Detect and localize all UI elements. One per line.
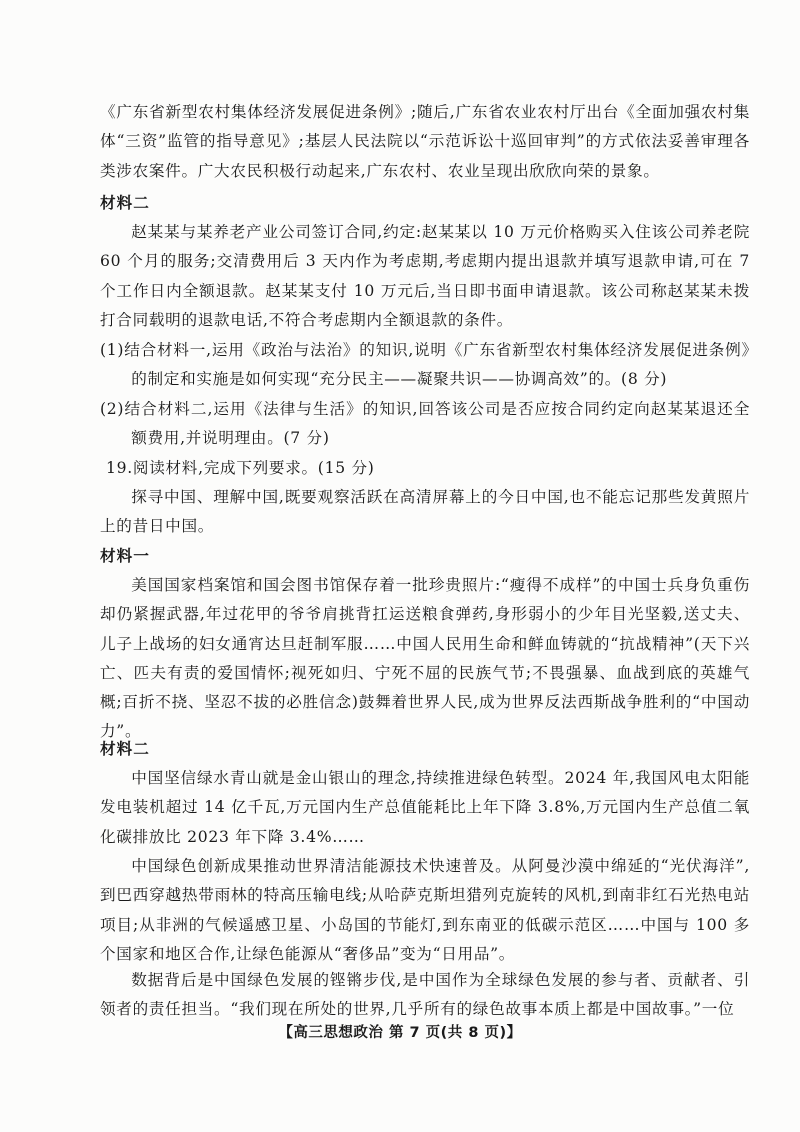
sub-question: (1)结合材料一,运用《政治与法治》的知识,说明《广东省新型农村集体经济发展促进条例》的制定和实施是如何实现“充分民主——凝聚共识——协调高效”的。(8 分) bbox=[100, 341, 750, 389]
paragraph: 赵某某与某养老产业公司签订合同,约定:赵某某以 10 万元价格购买入住该公司养老院 60 个月的服务;交清费用后 3 天内作为考虑期,考虑期内提出退款并填写退款申请,可在 7 个工作日内全额退款。赵某某支付 10 万元后,当日即书面申请退款。该公司称赵某某未拨打合同载明的退款电话,不符合考虑期内全额退款的条件。 bbox=[100, 223, 750, 329]
section-heading: 材料二 bbox=[100, 194, 150, 212]
question-1-block bbox=[100, 336, 750, 395]
paragraph: 中国绿色创新成果推动世界清洁能源技术快速普及。从阿曼沙漠中绵延的“光伏海洋”,到巴西穿越热带雨林的特高压输电线;从哈萨克斯坦猎列克旋转的风机,到南非红石光热电站项目;从非洲的气候遥感卫星、小岛国的节能灯,到东南亚的低碳示范区……中国与 100 多个国家和地区合作,让绿色能源从“奢侈品”变为“日用品”。 bbox=[100, 857, 750, 963]
section-heading: 材料二 bbox=[100, 740, 150, 758]
material-one-continuation bbox=[100, 98, 750, 186]
paragraph: 数据背后是中国绿色发展的铿锵步伐,是中国作为全球绿色发展的参与者、贡献者、引领者的责任担当。“我们现在所处的世界,几乎所有的绿色故事本质上都是中国故事。”一位 bbox=[100, 971, 750, 1019]
material-one-text bbox=[100, 571, 750, 747]
sub-question: (2)结合材料二,运用《法律与生活》的知识,回答该公司是否应按合同约定向赵某某退还全额费用,并说明理由。(7 分) bbox=[100, 400, 750, 448]
paragraph: 探寻中国、理解中国,既要观察活跃在高清屏幕上的今日中国,也不能忘记那些发黄照片上的昔日中国。 bbox=[100, 488, 750, 536]
question-19-intro bbox=[100, 483, 750, 542]
paragraph: 美国国家档案馆和国会图书馆保存着一批珍贵照片:“瘦得不成样”的中国士兵身负重伤却仍紧握武器,年过花甲的爷爷肩挑背扛运送粮食弹药,身形弱小的少年目光坚毅,送丈夫、儿子上战场的妇女通宵达旦赶制军服……中国人民用生命和鲜血铸就的“抗战精神”(天下兴亡、匹夫有责的爱国情怀;视死如归、宁死不屈的民族气节;不畏强暴、血战到底的英雄气概;百折不挠、坚忍不拔的必胜信念)鼓舞着世界人民,成为世界反法西斯战争胜利的“中国动力”。 bbox=[100, 576, 750, 741]
material-one-heading-block bbox=[100, 542, 750, 571]
page-footer: 【高三思想政治 第 7 页(共 8 页)】 bbox=[278, 1025, 522, 1041]
section-heading: 材料一 bbox=[100, 547, 150, 565]
question-title: 19.阅读材料,完成下列要求。(15 分) bbox=[106, 459, 375, 477]
question-2-block bbox=[100, 395, 750, 454]
paragraph: 《广东省新型农村集体经济发展促进条例》;随后,广东省农业农村厅出台《全面加强农村集体“三资”监管的指导意见》;基层人民法院以“示范诉讼十巡回审判”的方式依法妥善审理各类涉农案件。广大农民积极行动起来,广东农村、农业呈现出欣欣向荣的景象。 bbox=[100, 103, 750, 180]
material-two-text bbox=[100, 218, 750, 335]
paragraph: 中国坚信绿水青山就是金山银山的理念,持续推进绿色转型。2024 年,我国风电太阳能发电装机超过 14 亿千瓦,万元国内生产总值能耗比上年下降 3.8%,万元国内生产总值二氧化碳排放比 2023 年下降 3.4%…… bbox=[100, 769, 750, 846]
material-two-text-3 bbox=[100, 852, 750, 969]
question-19-block bbox=[106, 454, 756, 483]
material-two-heading-block-2 bbox=[100, 735, 750, 764]
material-two-text-2 bbox=[100, 764, 750, 852]
material-two-heading-block bbox=[100, 189, 750, 218]
material-two-text-4 bbox=[100, 966, 750, 1025]
